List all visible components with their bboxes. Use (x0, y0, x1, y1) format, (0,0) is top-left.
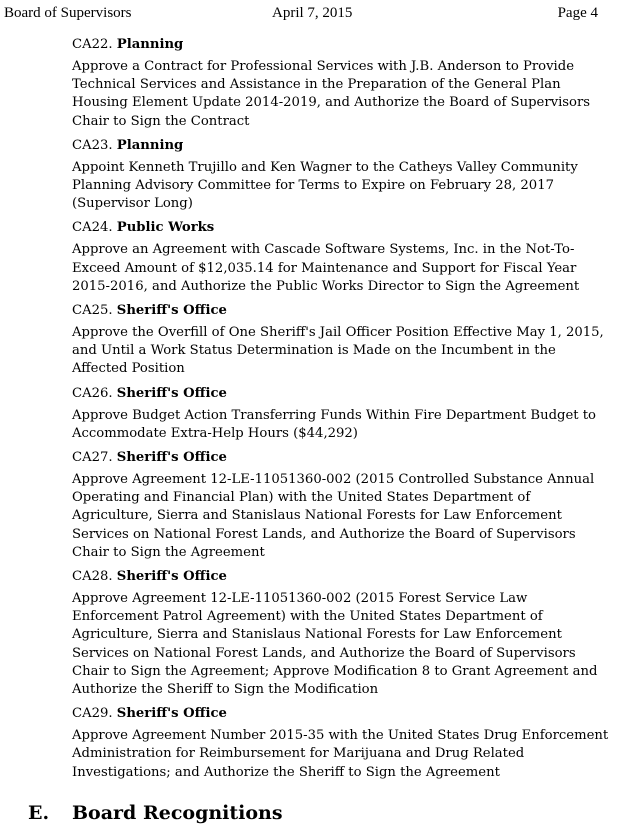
description-line: and Until a Work Status Determination is Made on the Incumbent in the (72, 343, 556, 359)
description-line: Approve the Overfill of One Sheriff's Jail Officer Position Effective May 1, 2015, (72, 325, 604, 341)
description-line: Approve Agreement 12-LE-11051360-002 (2015 Forest Service Law (72, 591, 528, 607)
agenda-item-description (72, 471, 612, 562)
description-line: Investigations; and Authorize the Sheriff to Sign the Agreement (72, 764, 500, 780)
description-line: Affected Position (72, 361, 185, 377)
description-line: Agriculture, Sierra and Stanislaus National Forests for Law Enforcement (72, 508, 562, 524)
agenda-item-number: CA26. (72, 385, 113, 401)
agenda-item-number: CA27. (72, 450, 113, 466)
agenda-item-heading (72, 705, 612, 723)
header-board-name: Board of Supervisors (4, 5, 132, 21)
description-line: Services on National Forest Lands, and Authorize the Board of Supervisors (72, 645, 576, 661)
agenda-item-heading (72, 302, 612, 320)
description-line: Authorize the Sheriff to Sign the Modification (72, 682, 379, 698)
agenda-item-department: Sheriff's Office (116, 706, 227, 722)
description-line: Operating and Financial Plan) with the United States Department of (72, 490, 531, 506)
agenda-item-number: CA24. (72, 220, 113, 236)
agenda-item-description (72, 727, 612, 782)
agenda-item (72, 705, 612, 782)
description-line: Technical Services and Assistance in the Preparation of the General Plan (72, 77, 561, 93)
agenda-item-description (72, 407, 612, 443)
description-line: Planning Advisory Committee for Terms to Expire on February 28, 2017 (72, 178, 554, 194)
agenda-item-description (72, 58, 612, 131)
page-header (0, 5, 620, 23)
agenda-item-number: CA23. (72, 137, 113, 153)
section-heading (28, 802, 608, 824)
consent-agenda-items (72, 36, 612, 788)
agenda-item-number: CA25. (72, 303, 113, 319)
description-line: Exceed Amount of $12,035.14 for Maintenance and Support for Fiscal Year (72, 260, 577, 276)
section-title: Board Recognitions (72, 802, 283, 824)
agenda-item (72, 36, 612, 131)
agenda-item-heading (72, 36, 612, 54)
agenda-item-heading (72, 219, 612, 237)
description-line: Approve Budget Action Transferring Funds Within Fire Department Budget to (72, 407, 596, 423)
description-line: Approve Agreement Number 2015-35 with the United States Drug Enforcement (72, 728, 609, 744)
description-line: Approve a Contract for Professional Services with J.B. Anderson to Provide (72, 59, 574, 74)
description-line: Enforcement Patrol Agreement) with the United States Department of (72, 609, 543, 625)
agenda-item-number: CA28. (72, 569, 113, 585)
agenda-item (72, 302, 612, 379)
description-line: Chair to Sign the Contract (72, 113, 250, 129)
agenda-item-department: Sheriff's Office (116, 303, 227, 319)
agenda-item-heading (72, 449, 612, 467)
agenda-item-number: CA22. (72, 37, 113, 52)
agenda-item-department: Planning (116, 137, 184, 153)
agenda-item-department: Sheriff's Office (116, 569, 227, 585)
description-line: Chair to Sign the Agreement; Approve Modification 8 to Grant Agreement and (72, 663, 598, 679)
description-line: Accommodate Extra-Help Hours ($44,292) (72, 425, 358, 441)
description-line: Chair to Sign the Agreement (72, 544, 265, 560)
section-letter: E. (28, 802, 50, 824)
agenda-item-description (72, 241, 612, 296)
agenda-item-department: Planning (116, 37, 184, 52)
agenda-item-number: CA29. (72, 706, 113, 722)
agenda-item-description (72, 159, 612, 214)
description-line: 2015-2016, and Authorize the Public Works Director to Sign the Agreement (72, 278, 580, 294)
description-line: Appoint Kenneth Trujillo and Ken Wagner to the Catheys Valley Community (72, 159, 578, 175)
description-line: Approve Agreement 12-LE-11051360-002 (2015 Controlled Substance Annual (72, 472, 595, 488)
description-line: Approve an Agreement with Cascade Software Systems, Inc. in the Not-To- (72, 242, 575, 258)
description-line: (Supervisor Long) (72, 196, 193, 212)
description-line: Administration for Reimbursement for Marijuana and Drug Related (72, 746, 525, 762)
agenda-item-heading (72, 137, 612, 155)
agenda-item-department: Public Works (116, 220, 215, 236)
description-line: Services on National Forest Lands, and Authorize the Board of Supervisors (72, 526, 576, 542)
agenda-item (72, 137, 612, 214)
agenda-item-heading (72, 385, 612, 403)
agenda-item (72, 385, 612, 443)
agenda-item-description (72, 324, 612, 379)
header-date: April 7, 2015 (272, 5, 353, 21)
agenda-item-department: Sheriff's Office (116, 450, 227, 466)
agenda-item (72, 449, 612, 562)
header-page-number: Page 4 (557, 5, 598, 21)
agenda-item-heading (72, 568, 612, 586)
agenda-item-description (72, 590, 612, 699)
agenda-item-department: Sheriff's Office (116, 385, 227, 401)
description-line: Agriculture, Sierra and Stanislaus National Forests for Law Enforcement (72, 627, 562, 643)
agenda-item (72, 568, 612, 699)
agenda-item (72, 219, 612, 296)
description-line: Housing Element Update 2014-2019, and Authorize the Board of Supervisors (72, 95, 591, 111)
